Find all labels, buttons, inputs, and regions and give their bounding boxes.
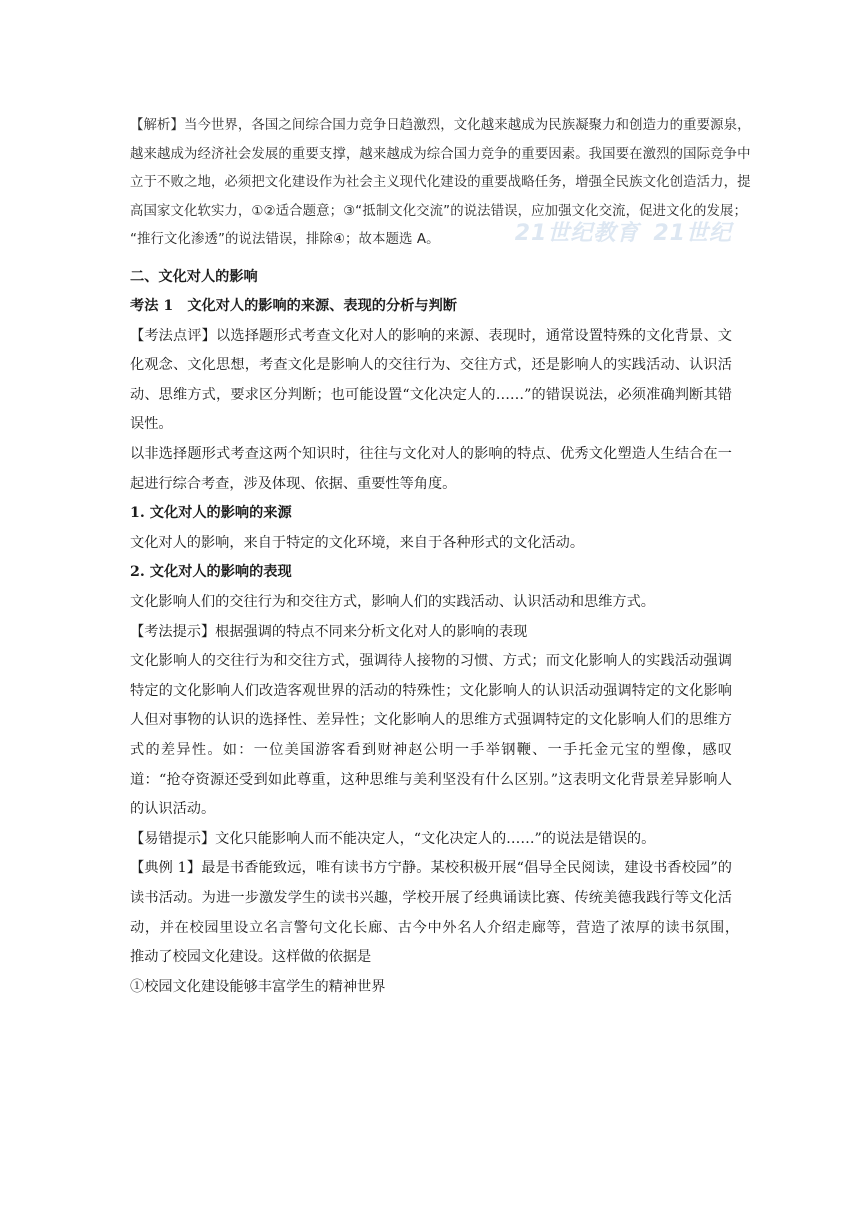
tip-label: 【考法提示】 [130,623,216,640]
example1-label: 【典例 1】 [130,860,202,877]
analysis-line: 【解析】当今世界，各国之间综合国力竞争日趋激烈，文化越来越成为民族凝聚力和创造力的重要源泉， [130,118,751,133]
non-choice-paragraph: 以非选择题形式考查这两个知识时，往往与文化对人的影响的特点、优秀文化塑造人生结合在一起进行综合考查，涉及体现、依据、重要性等角度。 [130,446,732,492]
option-1: ①校园文化建设能够丰富学生的精神世界 [130,978,386,995]
tip-detail-paragraph: 文化影响人的交往行为和交往方式，强调待人接物的习惯、方式；而文化影响人的实践活动强调特定的文化影响人们改造客观世界的活动的特殊性；文化影响人的认识活动强调特定的文化影响人但对事物的认识的选择性、差异性；文化影响人的思维方式强调特定的文化影响人们的思维方式的差异性。如：一位美国游客看到财神赵公明一手举钢鞭、一手托金元宝的塑像，感叹道：“抢夺资源还受到如此尊重，这种思维与美利坚没有什么区别。”这表明文化背景差异影响人的认识活动。 [130,653,732,818]
review-text: 以选择题形式考查文化对人的影响的来源、表现时，通常设置特殊的文化背景、文化观念、文化思想，考查文化是影响人的交往行为、交往方式，还是影响人的实践活动、认识活动、思维方式，要求区分判断；也可能设置“文化决定人的……”的错误说法，必须准确判断其错误性。 [130,327,732,433]
analysis-line: “推行文化渗透”的说法错误，排除④；故本题选 A。 [130,232,440,247]
error-tip-text: 文化只能影响人而不能决定人，“文化决定人的……”的说法是错误的。 [215,830,656,847]
review-paragraph [130,322,732,440]
tip-text: 根据强调的特点不同来分析文化对人的影响的表现 [215,623,528,640]
tip-paragraph [130,618,732,648]
point1-text: 文化对人的影响，来自于特定的文化环境，来自于各种形式的文化活动。 [130,534,585,551]
point1-title: 1. 文化对人的影响的来源 [130,505,292,522]
section-title: 二、文化对人的影响 [130,268,258,285]
review-label: 【考法点评】 [130,327,217,344]
point2-text: 文化影响人们的交往行为和交往方式，影响人们的实践活动、认识活动和思维方式。 [130,594,655,611]
page-content [130,112,751,1002]
watermark-logo: 21世纪教育 21世纪 [514,221,732,246]
analysis-line: 高国家文化软实力，①②适合题意；③“抵制文化交流”的说法错误，应加强文化交流，促进文化的发展； [130,203,747,219]
document-body [130,263,747,1003]
analysis-image-block [130,112,751,255]
error-tip-paragraph [130,825,732,855]
analysis-line: 越来越成为经济社会发展的重要支撑，越来越成为综合国力竞争的重要因素。我国要在激烈的国际竞争中 [130,146,751,162]
example1-paragraph [130,854,747,972]
error-tip-label: 【易错提示】 [130,830,216,847]
example1-text: 最是书香能致远，唯有读书方宁静。某校积极开展“倡导全民阅读，建设书香校园”的读书活动。为进一步激发学生的读书兴趣，学校开展了经典诵读比赛、传统美德我践行等文化活动，并在校园里设立名言警句文化长廊、古今中外名人介绍走廊等，营造了浓厚的读书氛围， 推动了校园文化建设。这样做的依据是 [130,860,747,966]
point2-title: 2. 文化对人的影响的表现 [130,564,292,581]
analysis-line: 立于不败之地，必须把文化建设作为社会主义现代化建设的重要战略任务，增强全民族文化创造活力，提 [130,175,751,190]
method-title: 考法 1 文化对人的影响的来源、表现的分析与判断 [130,298,457,315]
